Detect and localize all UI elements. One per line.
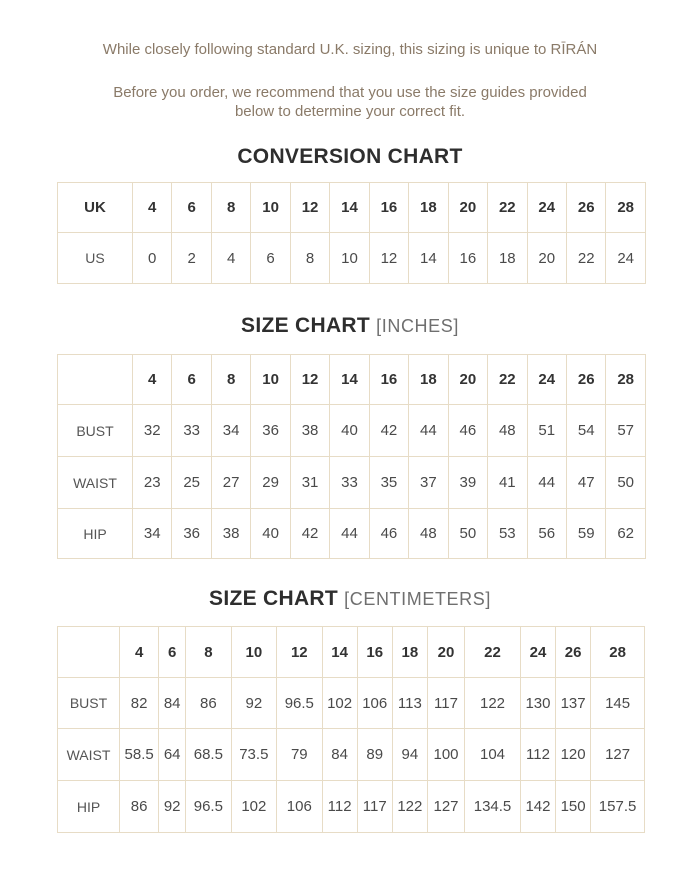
inches-value-cell: 32	[133, 405, 172, 457]
intro-text-line-3: below to determine your correct fit.	[234, 103, 466, 120]
centimeters-value-cell: 127	[427, 781, 464, 833]
centimeters-size-header-cell: 18	[392, 627, 427, 678]
centimeters-chart-unit: [CENTIMETERS]	[344, 589, 491, 609]
centimeters-value-cell: 120	[556, 729, 591, 781]
inches-value-cell: 39	[448, 457, 487, 509]
inches-chart-unit: [INCHES]	[376, 316, 459, 336]
inches-header-row	[58, 355, 646, 405]
conversion-row-us	[58, 233, 646, 284]
centimeters-value-cell: 82	[120, 678, 159, 729]
centimeters-value-cell: 112	[322, 781, 357, 833]
inches-value-cell: 29	[251, 457, 290, 509]
inches-row-label: WAIST	[58, 457, 133, 509]
inches-size-header-cell: 16	[369, 355, 408, 405]
centimeters-size-header-cell: 24	[520, 627, 555, 678]
inches-size-chart-table	[57, 354, 646, 559]
centimeters-row-label: WAIST	[58, 729, 120, 781]
inches-size-header-cell: 8	[211, 355, 250, 405]
conversion-value-cell: 12	[290, 183, 329, 233]
conversion-value-cell: 12	[369, 233, 408, 284]
inches-value-cell: 42	[290, 509, 329, 559]
inches-value-cell: 33	[172, 405, 211, 457]
inches-row-hip	[58, 509, 646, 559]
inches-row-label: HIP	[58, 509, 133, 559]
centimeters-value-cell: 130	[520, 678, 555, 729]
centimeters-value-cell: 96.5	[277, 678, 322, 729]
centimeters-value-cell: 142	[520, 781, 555, 833]
inches-row-waist	[58, 457, 646, 509]
conversion-chart-table	[57, 182, 646, 284]
conversion-value-cell: 16	[448, 233, 487, 284]
conversion-row-label: UK	[58, 183, 133, 233]
inches-value-cell: 38	[290, 405, 329, 457]
inches-value-cell: 44	[330, 509, 369, 559]
centimeters-value-cell: 134.5	[465, 781, 521, 833]
centimeters-value-cell: 122	[465, 678, 521, 729]
centimeters-size-header-cell: 8	[186, 627, 231, 678]
centimeters-value-cell: 113	[392, 678, 427, 729]
inches-size-header-cell: 28	[606, 355, 645, 405]
conversion-value-cell: 22	[488, 183, 527, 233]
inches-value-cell: 37	[409, 457, 448, 509]
conversion-value-cell: 14	[409, 233, 448, 284]
conversion-value-cell: 8	[211, 183, 250, 233]
intro-text-line-1: While closely following standard U.K. sizing, this sizing is unique to RĪRÁN	[102, 41, 598, 58]
conversion-value-cell: 24	[606, 233, 645, 284]
centimeters-value-cell: 127	[591, 729, 645, 781]
inches-value-cell: 54	[566, 405, 605, 457]
centimeters-size-header-cell: 6	[159, 627, 186, 678]
inches-value-cell: 59	[566, 509, 605, 559]
centimeters-size-header-cell: 22	[465, 627, 521, 678]
conversion-value-cell: 10	[251, 183, 290, 233]
inches-value-cell: 38	[211, 509, 250, 559]
centimeters-value-cell: 92	[231, 678, 276, 729]
conversion-value-cell: 20	[527, 233, 566, 284]
centimeters-header-row	[58, 627, 645, 678]
centimeters-row-bust	[58, 678, 645, 729]
conversion-value-cell: 18	[409, 183, 448, 233]
centimeters-value-cell: 112	[520, 729, 555, 781]
inches-value-cell: 56	[527, 509, 566, 559]
inches-value-cell: 25	[172, 457, 211, 509]
inches-value-cell: 34	[211, 405, 250, 457]
inches-chart-title-text: SIZE CHART	[241, 314, 371, 337]
inches-value-cell: 36	[251, 405, 290, 457]
conversion-chart-title-text: CONVERSION CHART	[237, 145, 463, 168]
inches-row-bust	[58, 405, 646, 457]
inches-value-cell: 48	[488, 405, 527, 457]
inches-size-header-cell: 18	[409, 355, 448, 405]
centimeters-value-cell: 58.5	[120, 729, 159, 781]
inches-value-cell: 62	[606, 509, 645, 559]
conversion-value-cell: 6	[251, 233, 290, 284]
inches-value-cell: 46	[448, 405, 487, 457]
centimeters-value-cell: 102	[322, 678, 357, 729]
inches-size-header-cell: 4	[133, 355, 172, 405]
conversion-value-cell: 16	[369, 183, 408, 233]
conversion-value-cell: 24	[527, 183, 566, 233]
centimeters-row-hip	[58, 781, 645, 833]
centimeters-value-cell: 79	[277, 729, 322, 781]
centimeters-value-cell: 73.5	[231, 729, 276, 781]
centimeters-value-cell: 86	[186, 678, 231, 729]
inches-value-cell: 47	[566, 457, 605, 509]
inches-value-cell: 31	[290, 457, 329, 509]
inches-value-cell: 40	[251, 509, 290, 559]
inches-value-cell: 42	[369, 405, 408, 457]
conversion-value-cell: 4	[133, 183, 172, 233]
centimeters-size-header-cell: 4	[120, 627, 159, 678]
centimeters-value-cell: 106	[357, 678, 392, 729]
inches-value-cell: 53	[488, 509, 527, 559]
centimeters-value-cell: 117	[427, 678, 464, 729]
centimeters-row-waist	[58, 729, 645, 781]
conversion-value-cell: 18	[488, 233, 527, 284]
centimeters-value-cell: 122	[392, 781, 427, 833]
centimeters-chart-title-text: SIZE CHART	[209, 587, 339, 610]
centimeters-chart-title	[0, 587, 700, 611]
inches-size-header-cell: 22	[488, 355, 527, 405]
inches-value-cell: 44	[409, 405, 448, 457]
intro-text-line-2: Before you order, we recommend that you use the size guides provided	[113, 84, 587, 101]
centimeters-value-cell: 100	[427, 729, 464, 781]
inches-value-cell: 41	[488, 457, 527, 509]
conversion-value-cell: 6	[172, 183, 211, 233]
conversion-value-cell: 10	[330, 233, 369, 284]
centimeters-row-label: HIP	[58, 781, 120, 833]
centimeters-value-cell: 94	[392, 729, 427, 781]
centimeters-size-header-cell: 10	[231, 627, 276, 678]
centimeters-value-cell: 86	[120, 781, 159, 833]
centimeters-size-header-cell: 28	[591, 627, 645, 678]
centimeters-row-label: BUST	[58, 678, 120, 729]
conversion-value-cell: 20	[448, 183, 487, 233]
centimeters-value-cell: 137	[556, 678, 591, 729]
conversion-value-cell: 2	[172, 233, 211, 284]
centimeters-value-cell: 102	[231, 781, 276, 833]
inches-value-cell: 57	[606, 405, 645, 457]
inches-value-cell: 36	[172, 509, 211, 559]
inches-size-header-cell: 14	[330, 355, 369, 405]
inches-value-cell: 44	[527, 457, 566, 509]
conversion-value-cell: 8	[290, 233, 329, 284]
centimeters-value-cell: 84	[322, 729, 357, 781]
inches-size-header-cell: 6	[172, 355, 211, 405]
conversion-value-cell: 26	[566, 183, 605, 233]
centimeters-value-cell: 106	[277, 781, 322, 833]
inches-value-cell: 50	[606, 457, 645, 509]
centimeters-size-header-cell: 12	[277, 627, 322, 678]
inches-value-cell: 33	[330, 457, 369, 509]
conversion-row-label: US	[58, 233, 133, 284]
centimeters-value-cell: 84	[159, 678, 186, 729]
centimeters-size-chart-table	[57, 626, 645, 833]
centimeters-size-header-cell: 16	[357, 627, 392, 678]
centimeters-size-header-cell: 26	[556, 627, 591, 678]
centimeters-value-cell: 117	[357, 781, 392, 833]
conversion-value-cell: 0	[133, 233, 172, 284]
centimeters-corner-cell	[58, 627, 120, 678]
conversion-row-uk	[58, 183, 646, 233]
inches-value-cell: 51	[527, 405, 566, 457]
centimeters-value-cell: 92	[159, 781, 186, 833]
inches-size-header-cell: 10	[251, 355, 290, 405]
centimeters-value-cell: 157.5	[591, 781, 645, 833]
inches-value-cell: 27	[211, 457, 250, 509]
inches-size-header-cell: 24	[527, 355, 566, 405]
centimeters-value-cell: 104	[465, 729, 521, 781]
inches-size-header-cell: 26	[566, 355, 605, 405]
conversion-value-cell: 4	[211, 233, 250, 284]
centimeters-value-cell: 64	[159, 729, 186, 781]
conversion-value-cell: 28	[606, 183, 645, 233]
centimeters-size-header-cell: 14	[322, 627, 357, 678]
inches-size-header-cell: 12	[290, 355, 329, 405]
centimeters-value-cell: 145	[591, 678, 645, 729]
conversion-chart-title	[0, 145, 700, 169]
centimeters-value-cell: 150	[556, 781, 591, 833]
centimeters-value-cell: 89	[357, 729, 392, 781]
inches-corner-cell	[58, 355, 133, 405]
inches-row-label: BUST	[58, 405, 133, 457]
conversion-value-cell: 14	[330, 183, 369, 233]
inches-chart-title	[0, 314, 700, 338]
centimeters-size-header-cell: 20	[427, 627, 464, 678]
inches-value-cell: 48	[409, 509, 448, 559]
inches-value-cell: 35	[369, 457, 408, 509]
inches-value-cell: 34	[133, 509, 172, 559]
centimeters-value-cell: 68.5	[186, 729, 231, 781]
inches-value-cell: 50	[448, 509, 487, 559]
inches-value-cell: 23	[133, 457, 172, 509]
inches-value-cell: 46	[369, 509, 408, 559]
centimeters-value-cell: 96.5	[186, 781, 231, 833]
inches-value-cell: 40	[330, 405, 369, 457]
conversion-value-cell: 22	[566, 233, 605, 284]
inches-size-header-cell: 20	[448, 355, 487, 405]
